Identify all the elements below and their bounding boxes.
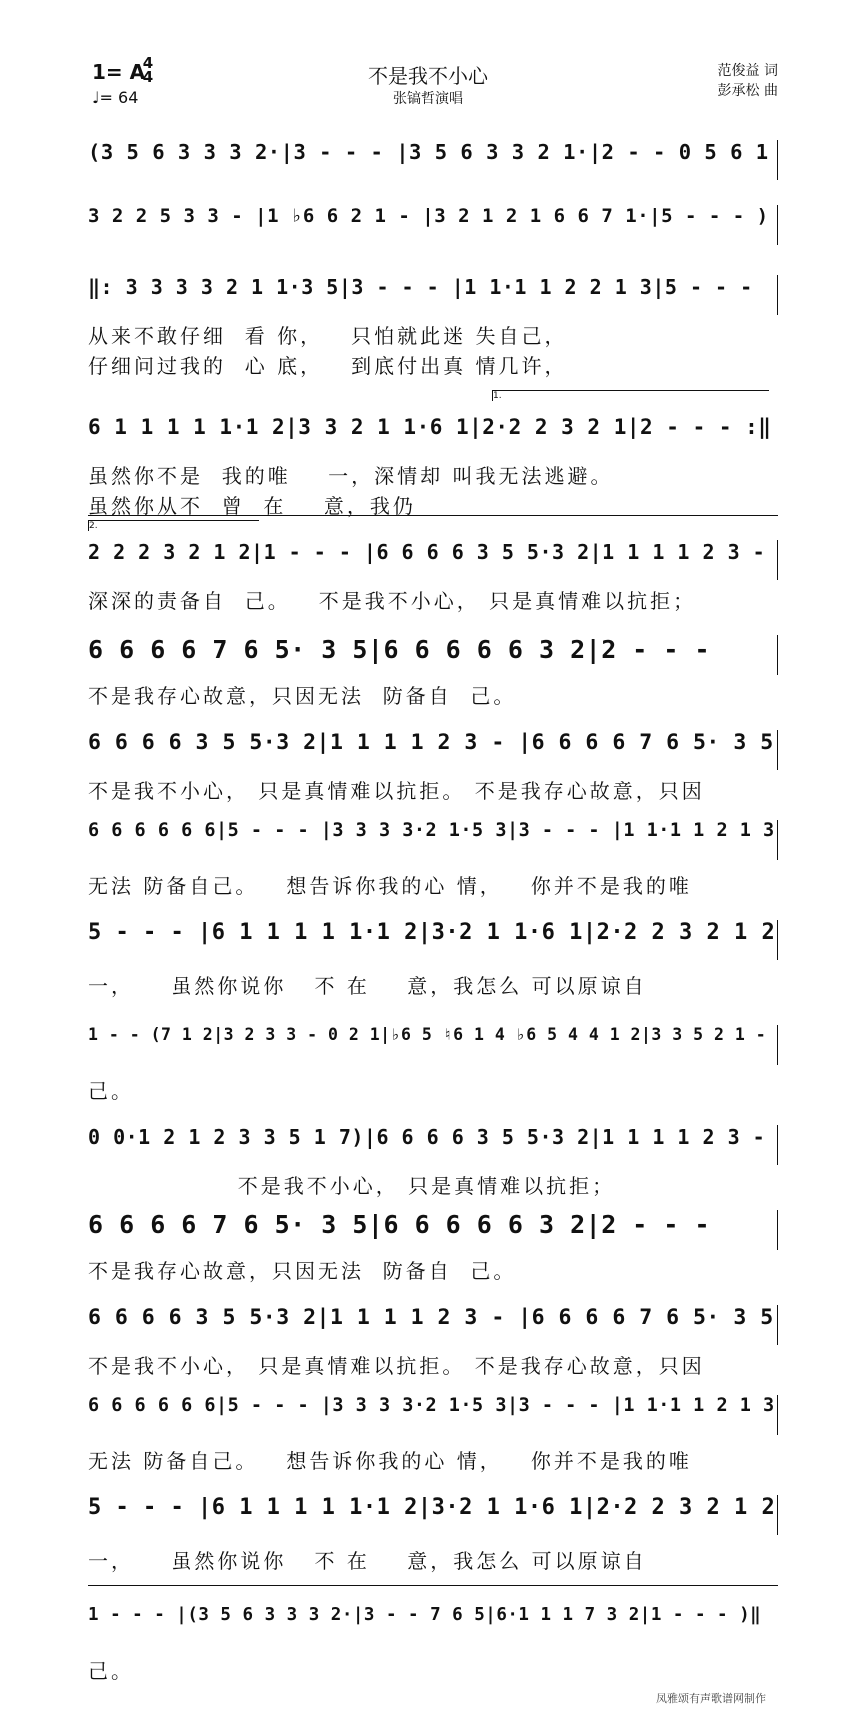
time-signature-top: 4 xyxy=(142,54,154,72)
barline xyxy=(777,1125,778,1165)
lyric-line-1: 不是我存心故意，只因无法 防备自 己。 xyxy=(88,684,517,708)
lyric-line-2: 仔细问过我的 心 底， 到底付出真 情几许， xyxy=(88,354,568,378)
song-title: 不是我不小心 xyxy=(368,64,488,88)
composer-credit: 彭承松 曲 xyxy=(717,83,778,99)
lyric-line-1: 不是我不小心， 只是真情难以抗拒。 不是我存心故意，只因 xyxy=(88,1354,705,1378)
barline xyxy=(777,1305,778,1345)
lyric-line-2: 虽然你从不 曾 在 意，我仍 xyxy=(88,494,416,518)
notation-line: 6 6 6 6 6 6|5 - - - |3 3 3 3·2 1·5 3|3 - - - |1 1·1 1 2 1 3 xyxy=(88,1395,775,1416)
barline xyxy=(777,1395,778,1435)
section-divider xyxy=(88,1585,778,1586)
section-divider xyxy=(88,515,778,516)
footer-credit: 凤雅颂有声歌谱网制作 xyxy=(656,1692,766,1705)
lyric-line-1: 不是我存心故意，只因无法 防备自 己。 xyxy=(88,1259,517,1283)
notation-line: 5 - - - |6 1 1 1 1 1·1 2|3·2 1 1·6 1|2·2 2 3 2 1 2 xyxy=(88,1495,776,1520)
key-signature: 1= A xyxy=(92,60,146,84)
volta-label-2: 2. xyxy=(89,521,98,531)
lyric-line-1: 虽然你不是 我的唯 一，深情却 叫我无法逃避。 xyxy=(88,464,614,488)
barline xyxy=(777,140,778,180)
notation-line: 6 6 6 6 3 5 5·3 2|1 1 1 1 2 3 - |6 6 6 6 7 6 5· 3 5 xyxy=(88,1305,774,1330)
barline xyxy=(777,820,778,860)
lyric-line-1: 不是我不小心， 只是真情难以抗拒； xyxy=(88,1174,616,1198)
lyric-line-1: 无法 防备自己。 想告诉你我的心 情， 你并不是我的唯 xyxy=(88,874,692,898)
notation-line: 5 - - - |6 1 1 1 1 1·1 2|3·2 1 1·6 1|2·2 2 3 2 1 2 xyxy=(88,920,776,945)
barline xyxy=(777,1210,778,1250)
barline xyxy=(777,540,778,580)
lyric-line-1: 己。 xyxy=(88,1659,134,1683)
lyric-line-1: 深深的责备自 己。 不是我不小心， 只是真情难以抗拒； xyxy=(88,589,697,613)
volta-bracket-1 xyxy=(492,390,769,401)
notation-line: 6 6 6 6 7 6 5· 3 5|6 6 6 6 6 3 2|2 - - - xyxy=(88,1210,726,1239)
lyric-line-1: 一， 虽然你说你 不 在 意，我怎么 可以原谅自 xyxy=(88,974,647,998)
notation-line: 1 - - - |(3 5 6 3 3 3 2·|3 - - 7 6 5|6·1 1 1 7 3 2|1 - - - )‖ xyxy=(88,1605,762,1625)
lyric-line-1: 一， 虽然你说你 不 在 意，我怎么 可以原谅自 xyxy=(88,1549,647,1573)
barline xyxy=(777,730,778,770)
barline xyxy=(777,635,778,675)
barline xyxy=(777,1025,778,1065)
barline xyxy=(777,275,778,315)
notation-line: 6 6 6 6 3 5 5·3 2|1 1 1 1 2 3 - |6 6 6 6 7 6 5· 3 5 xyxy=(88,730,774,755)
volta-bracket-2 xyxy=(88,520,259,531)
notation-line: 2 2 2 3 2 1 2|1 - - - |6 6 6 6 3 5 5·3 2|1 1 1 1 2 3 - xyxy=(88,540,778,564)
notation-line: 6 6 6 6 6 6|5 - - - |3 3 3 3·2 1·5 3|3 - - - |1 1·1 1 2 1 3 xyxy=(88,820,775,841)
barline xyxy=(777,1495,778,1535)
lyricist-credit: 范俊益 词 xyxy=(717,63,778,79)
lyric-line-1: 不是我不小心， 只是真情难以抗拒。 不是我存心故意，只因 xyxy=(88,779,705,803)
barline xyxy=(777,205,778,245)
volta-label-1: 1. xyxy=(493,391,502,401)
time-signature-bottom: 4 xyxy=(142,68,154,86)
barline xyxy=(777,920,778,960)
notation-line: 1 - - (7 1 2|3 2 3 3 - 0 2 1|♭6 5 ♮6 1 4 ♭6 5 4 4 1 2|3 3 5 2 1 - xyxy=(88,1025,777,1044)
lyric-line-1: 无法 防备自己。 想告诉你我的心 情， 你并不是我的唯 xyxy=(88,1449,692,1473)
notation-line: 3 2 2 5 3 3 - |1 ♭6 6 2 1 - |3 2 1 2 1 6 6 7 1·|5 - - - ) xyxy=(88,205,769,227)
notation-line: ‖: 3 3 3 3 2 1 1·3 5|3 - - - |1 1·1 1 2 2 1 3|5 - - - xyxy=(88,275,766,299)
tempo-marking: ♩= 64 xyxy=(92,88,139,107)
notation-line: 0 0·1 2 1 2 3 3 5 1 7)|6 6 6 6 3 5 5·3 2|1 1 1 1 2 3 - xyxy=(88,1125,778,1149)
lyric-line-1: 己。 xyxy=(88,1079,134,1103)
notation-line: (3 5 6 3 3 3 2·|3 - - - |3 5 6 3 3 2 1·|2 - - 0 5 6 1 xyxy=(88,140,769,164)
notation-line: 6 1 1 1 1 1·1 2|3 3 2 1 1·6 1|2·2 2 3 2 1|2 - - - :‖ xyxy=(88,415,772,439)
lyric-line-1: 从来不敢仔细 看 你， 只怕就此迷 失自己， xyxy=(88,324,568,348)
singer-credit: 张镐哲演唱 xyxy=(393,91,463,107)
notation-line: 6 6 6 6 7 6 5· 3 5|6 6 6 6 6 3 2|2 - - - xyxy=(88,635,726,664)
